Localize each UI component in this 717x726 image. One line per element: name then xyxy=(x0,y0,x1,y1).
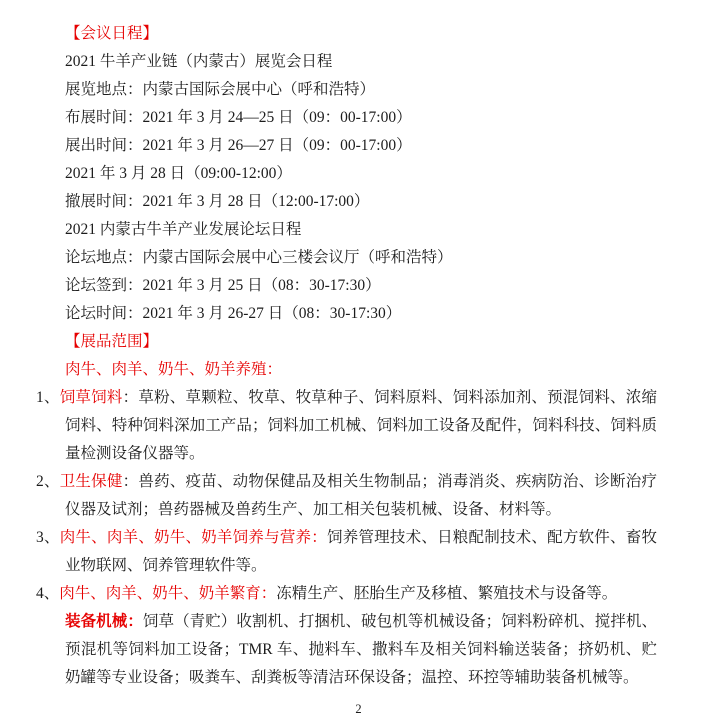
row-label: 布展时间： xyxy=(65,109,143,126)
row-label: 展出时间： xyxy=(65,137,143,154)
item-separator: ： xyxy=(122,389,139,406)
item-term: 肉牛、肉羊、奶牛、奶羊繁育： xyxy=(59,585,277,602)
exhibit-item-feeding-nutrition xyxy=(36,524,657,580)
expo-row-venue xyxy=(65,76,657,104)
item-description: 饲养管理技术、日粮配制技术、配方软件、畜牧业物联网、饲养管理软件等。 xyxy=(65,529,657,574)
exhibit-item-health-care xyxy=(36,468,657,524)
row-value: 2021 年 3 月 26—27 日（09：00-17:00） xyxy=(142,137,412,154)
row-value: 内蒙古国际会展中心三楼会议厅（呼和浩特） xyxy=(142,249,453,266)
item-number: 1、 xyxy=(36,389,60,406)
section-header-exhibit-scope: 【展品范围】 xyxy=(65,333,159,350)
row-label: 论坛签到： xyxy=(65,277,143,294)
item-description: 兽药、疫苗、动物保健品及相关生物制品；消毒消炎、疾病防治、诊断治疗仪器及试剂；兽药器械及兽药生产、加工相关包装机械、设备、材料等。 xyxy=(65,473,657,518)
row-label: 论坛地点： xyxy=(65,249,143,266)
item-description: 草粉、草颗粒、牧草、牧草种子、饲料原料、饲料添加剂、预混饲料、浓缩饲料、特种饲料深加工产品；饲料加工机械、饲料加工设备及配件，饲料科技、饲料质量检测设备仪器等。 xyxy=(65,389,657,462)
forum-row-checkin xyxy=(65,272,657,300)
row-value: 2021 年 3 月 24—25 日（09：00-17:00） xyxy=(142,109,412,126)
row-value: 2021 年 3 月 28 日（09:00-12:00） xyxy=(65,165,292,182)
document-content xyxy=(36,20,657,692)
item-number: 3、 xyxy=(36,529,60,546)
item-number: 4、 xyxy=(36,585,60,602)
expo-row-open-time xyxy=(65,132,657,160)
row-value: 2021 年 3 月 25 日（08：30-17:30） xyxy=(142,277,381,294)
item-term: 肉牛、肉羊、奶牛、奶羊饲养与营养： xyxy=(59,529,327,546)
forum-row-venue xyxy=(65,244,657,272)
item-number: 2、 xyxy=(36,473,60,490)
expo-schedule-title: 2021 牛羊产业链（内蒙古）展览会日程 xyxy=(65,53,333,70)
exhibit-item-forage-feed xyxy=(36,384,657,468)
row-label: 撤展时间： xyxy=(65,193,143,210)
expo-row-open-time-continued xyxy=(65,160,657,188)
page-number: 2 xyxy=(355,702,362,716)
item-description: 饲草（青贮）收割机、打捆机、破包机等机械设备；饲料粉碎机、搅拌机、预混机等饲料加工设备；TMR 车、抛料车、撒料车及相关饲料输送装备；挤奶机、贮奶罐等专业设备；吸粪车、刮粪板等清洁环保设备；温控、环控等辅助装备机械等。 xyxy=(65,613,657,686)
row-value: 内蒙古国际会展中心（呼和浩特） xyxy=(142,81,376,98)
item-term: 饲草饲料 xyxy=(59,389,123,406)
item-separator: ： xyxy=(122,473,139,490)
forum-schedule-title: 2021 内蒙古牛羊产业发展论坛日程 xyxy=(65,221,302,238)
row-value: 2021 年 3 月 26-27 日（08：30-17:30） xyxy=(142,305,402,322)
row-label: 论坛时间： xyxy=(65,305,143,322)
row-label: 展览地点： xyxy=(65,81,143,98)
section-header-conference-schedule: 【会议日程】 xyxy=(65,25,159,42)
exhibit-item-equipment-machinery xyxy=(65,608,657,692)
exhibit-item-breeding xyxy=(36,580,657,608)
row-value: 2021 年 3 月 28 日（12:00-17:00） xyxy=(142,193,370,210)
exhibit-category-header: 肉牛、肉羊、奶牛、奶羊养殖： xyxy=(65,361,283,378)
expo-row-setup-time xyxy=(65,104,657,132)
forum-row-time xyxy=(65,300,657,328)
item-term: 卫生保健 xyxy=(59,473,123,490)
expo-row-teardown-time xyxy=(65,188,657,216)
item-term: 装备机械： xyxy=(65,613,143,630)
item-description: 冻精生产、胚胎生产及移植、繁殖技术与设备等。 xyxy=(276,585,618,602)
